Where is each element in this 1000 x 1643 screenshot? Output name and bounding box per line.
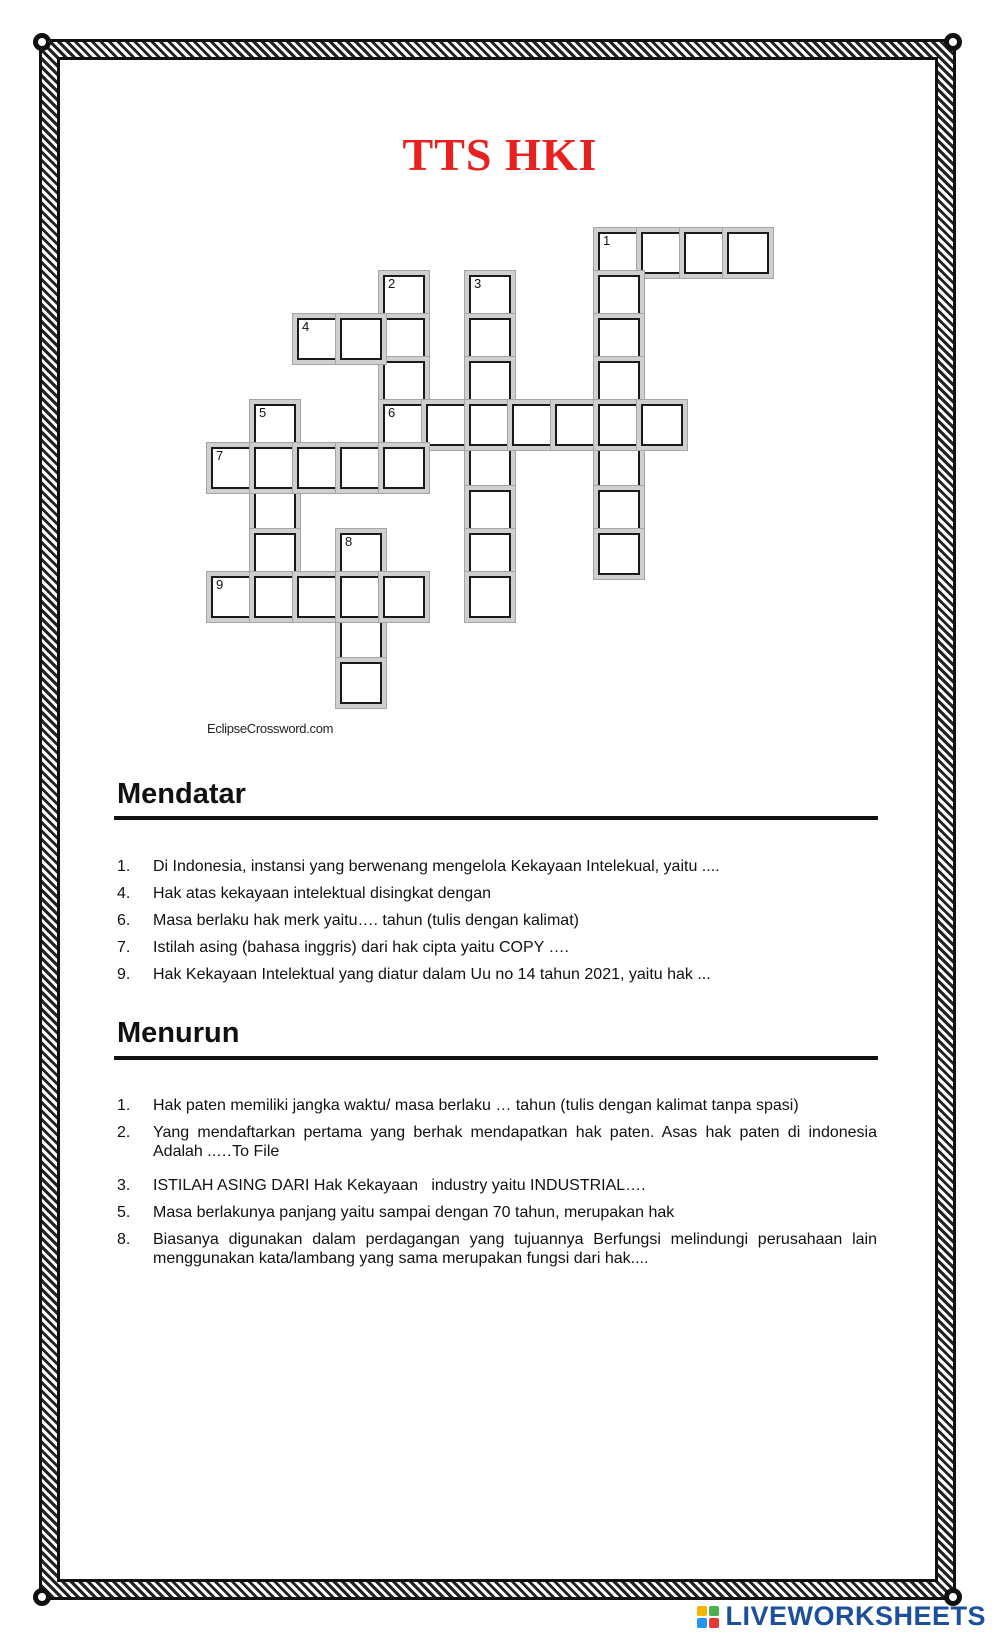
divider bbox=[114, 1056, 878, 1060]
crossword-cell[interactable] bbox=[469, 490, 511, 532]
crossword-cell[interactable] bbox=[254, 490, 296, 532]
clue-item bbox=[117, 1203, 877, 1222]
clue-item bbox=[117, 1176, 877, 1195]
clue-item bbox=[117, 965, 877, 984]
corner-ornament bbox=[33, 33, 51, 51]
clue-item-number: 1. bbox=[117, 858, 131, 875]
crossword-cell[interactable] bbox=[469, 404, 511, 446]
crossword-cell[interactable] bbox=[469, 576, 511, 618]
clue-item-number: 8. bbox=[117, 1231, 131, 1248]
clue-number: 5 bbox=[259, 405, 267, 420]
crossword-cell[interactable] bbox=[598, 404, 640, 446]
clue-item-text: Di Indonesia, instansi yang berwenang mengelola Kekayaan Intelekual, yaitu .... bbox=[153, 858, 720, 875]
clue-item-text: Masa berlakunya panjang yaitu sampai dengan 70 tahun, merupakan hak bbox=[153, 1204, 675, 1221]
clue-item-number: 7. bbox=[117, 939, 131, 956]
crossword-cell[interactable] bbox=[598, 361, 640, 403]
menurun-heading: Menurun bbox=[117, 1017, 240, 1049]
corner-ornament bbox=[944, 33, 962, 51]
crossword-cell[interactable] bbox=[340, 318, 382, 360]
clue-item-text: ISTILAH ASING DARI Hak Kekayaan industry yaitu INDUSTRIAL…. bbox=[153, 1177, 646, 1194]
clue-item-text: Hak Kekayaan Intelektual yang diatur dalam Uu no 14 tahun 2021, yaitu hak ... bbox=[153, 966, 711, 983]
crossword-cell[interactable] bbox=[383, 361, 425, 403]
crossword-cell[interactable] bbox=[383, 275, 425, 317]
clue-item-number: 2. bbox=[117, 1124, 131, 1141]
crossword-cell[interactable] bbox=[340, 576, 382, 618]
clue-item bbox=[117, 884, 877, 903]
crossword-cell[interactable] bbox=[598, 232, 640, 274]
crossword-cell[interactable] bbox=[469, 447, 511, 489]
corner-ornament bbox=[33, 1588, 51, 1606]
crossword-cell[interactable] bbox=[211, 576, 253, 618]
crossword-cell[interactable] bbox=[727, 232, 769, 274]
page-title: TTS HKI bbox=[402, 129, 598, 180]
divider bbox=[114, 816, 878, 820]
clue-number: 6 bbox=[388, 405, 396, 420]
clue-item-number: 9. bbox=[117, 966, 131, 983]
crossword-cell[interactable] bbox=[641, 232, 683, 274]
crossword-cell[interactable] bbox=[598, 275, 640, 317]
crossword-cell[interactable] bbox=[512, 404, 554, 446]
crossword-cell[interactable] bbox=[598, 533, 640, 575]
crossword-cell[interactable] bbox=[641, 404, 683, 446]
crossword-cell[interactable] bbox=[598, 490, 640, 532]
crossword-cell[interactable] bbox=[254, 447, 296, 489]
crossword-cell[interactable] bbox=[383, 576, 425, 618]
clue-item bbox=[117, 857, 877, 876]
crossword-cell[interactable] bbox=[469, 318, 511, 360]
clue-item-number: 5. bbox=[117, 1204, 131, 1221]
crossword-cell[interactable] bbox=[469, 275, 511, 317]
clue-item bbox=[117, 938, 877, 957]
logo-icon bbox=[697, 1606, 719, 1628]
crossword-cell[interactable] bbox=[426, 404, 468, 446]
clue-number: 9 bbox=[216, 577, 224, 592]
clue-item bbox=[117, 1230, 877, 1268]
clue-item-number: 6. bbox=[117, 912, 131, 929]
clue-number: 4 bbox=[302, 319, 310, 334]
clue-number: 2 bbox=[388, 276, 396, 291]
clue-item-text: Biasanya digunakan dalam perdagangan yang tujuannya Berfungsi melindungi perusahaan lain menggunakan kata/lambang yang sama merupakan fungsi dari hak.... bbox=[153, 1231, 877, 1267]
crossword-cell[interactable] bbox=[340, 533, 382, 575]
clue-item-text: Yang mendaftarkan pertama yang berhak mendapatkan hak paten. Asas hak paten di indonesia Adalah ..…To File bbox=[153, 1124, 877, 1160]
crossword-cell[interactable] bbox=[598, 318, 640, 360]
mendatar-heading: Mendatar bbox=[117, 778, 246, 810]
crossword-credit: EclipseCrossword.com bbox=[207, 721, 334, 736]
clue-number: 1 bbox=[603, 233, 611, 248]
crossword-cell[interactable] bbox=[598, 447, 640, 489]
liveworksheets-logo bbox=[697, 1601, 986, 1632]
crossword-cell[interactable] bbox=[383, 318, 425, 360]
crossword-cell[interactable] bbox=[555, 404, 597, 446]
crossword-cell[interactable] bbox=[469, 361, 511, 403]
crossword-cell[interactable] bbox=[211, 447, 253, 489]
clue-number: 3 bbox=[474, 276, 482, 291]
crossword-cell[interactable] bbox=[297, 318, 339, 360]
crossword-cell[interactable] bbox=[297, 576, 339, 618]
crossword-cell[interactable] bbox=[297, 447, 339, 489]
clue-number: 8 bbox=[345, 534, 353, 549]
logo-text: LIVEWORKSHEETS bbox=[725, 1601, 986, 1631]
clue-item-text: Masa berlaku hak merk yaitu…. tahun (tulis dengan kalimat) bbox=[153, 912, 579, 929]
crossword-cell[interactable] bbox=[340, 619, 382, 661]
crossword-cell[interactable] bbox=[684, 232, 726, 274]
clue-item bbox=[117, 1096, 877, 1115]
crossword-cell[interactable] bbox=[254, 533, 296, 575]
clue-item-number: 3. bbox=[117, 1177, 131, 1194]
clue-item-text: Hak atas kekayaan intelektual disingkat dengan bbox=[153, 885, 491, 902]
clue-item-text: Istilah asing (bahasa inggris) dari hak cipta yaitu COPY …. bbox=[153, 939, 569, 956]
clue-item bbox=[117, 1123, 877, 1161]
crossword-cell[interactable] bbox=[254, 576, 296, 618]
crossword-cell[interactable] bbox=[340, 662, 382, 704]
clue-item-number: 1. bbox=[117, 1097, 131, 1114]
crossword-cell[interactable] bbox=[383, 447, 425, 489]
clue-item-text: Hak paten memiliki jangka waktu/ masa berlaku … tahun (tulis dengan kalimat tanpa spasi) bbox=[153, 1097, 799, 1114]
clue-item bbox=[117, 911, 877, 930]
clue-item-number: 4. bbox=[117, 885, 131, 902]
crossword-cell[interactable] bbox=[254, 404, 296, 446]
clue-number: 7 bbox=[216, 448, 224, 463]
crossword-cell[interactable] bbox=[383, 404, 425, 446]
crossword-cell[interactable] bbox=[340, 447, 382, 489]
crossword-cell[interactable] bbox=[469, 533, 511, 575]
